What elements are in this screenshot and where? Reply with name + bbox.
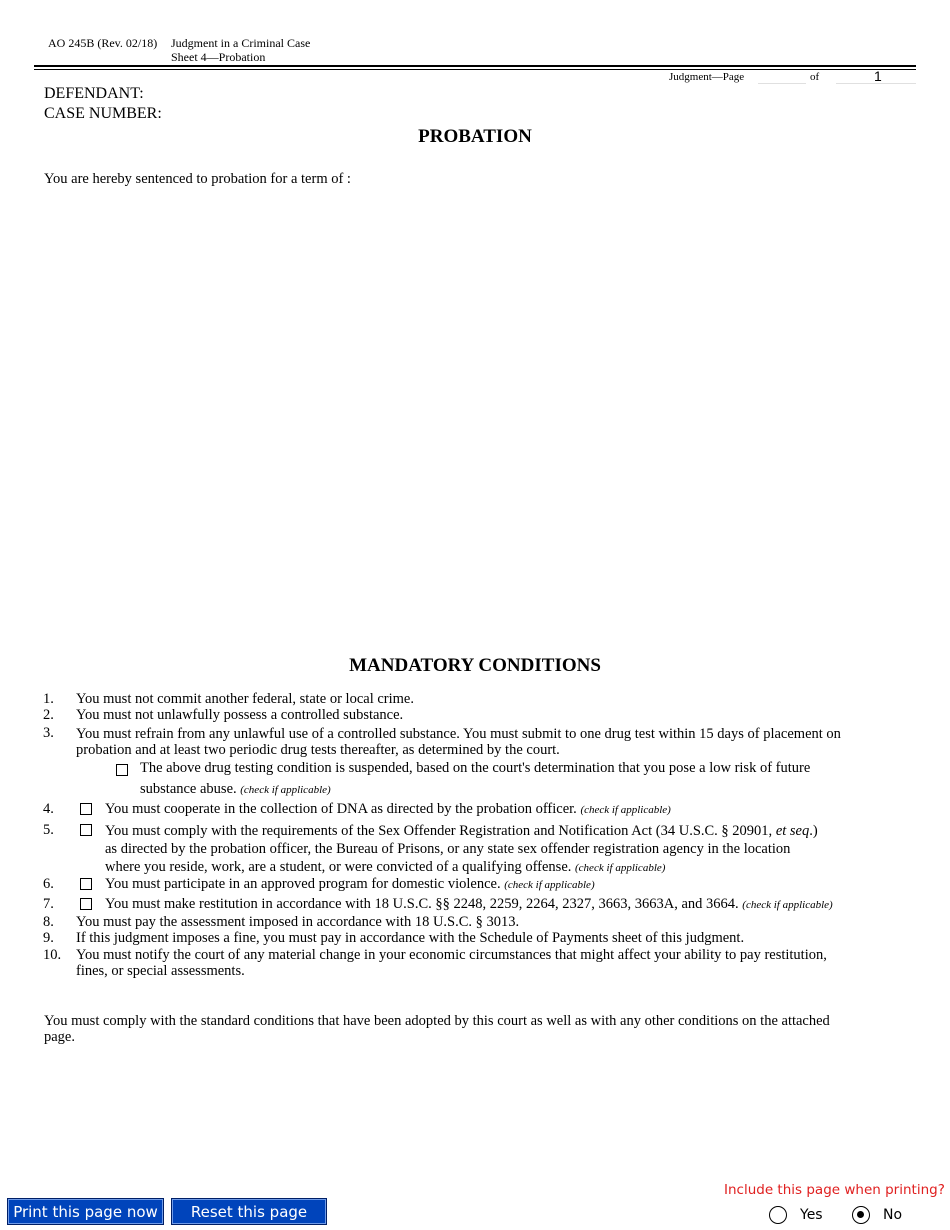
reset-page-button[interactable]: Reset this page (171, 1198, 327, 1225)
condition-number: 6. (43, 876, 54, 892)
condition-text: You must not commit another federal, state or local crime. (76, 691, 414, 707)
condition-text-line: substance abuse. (140, 781, 237, 797)
standard-conditions-text: page. (44, 1029, 75, 1045)
et-seq-tail: .) (809, 823, 818, 839)
condition-text: You must notify the court of any material change in your economic circumstances that might affect your ability to pay restitution, (76, 947, 827, 963)
condition-number: 9. (43, 930, 54, 946)
condition-number: 4. (43, 801, 54, 817)
condition-text-line: where you reside, work, are a student, or were convicted of a qualifying offense. (105, 859, 572, 875)
condition-number: 7. (43, 896, 54, 912)
check-note: (check if applicable) (504, 879, 595, 891)
condition-text (105, 801, 671, 819)
condition-text (105, 896, 833, 914)
condition-text: You must pay the assessment imposed in accordance with 18 U.S.C. § 3013. (76, 914, 520, 930)
check-note: (check if applicable) (580, 804, 671, 816)
domestic-violence-checkbox[interactable] (80, 878, 92, 890)
condition-number: 1. (43, 691, 54, 707)
condition-text-line: You must comply with the requirements of the Sex Offender Registration and Notification Act (34 U.S.C. § 20901, (105, 823, 773, 839)
condition-text: You must refrain from any unlawful use of a controlled substance. You must submit to one drug test within 15 days of placement on (76, 726, 841, 742)
mandatory-title: MANDATORY CONDITIONS (349, 655, 601, 676)
sex-offender-checkbox[interactable] (80, 824, 92, 836)
form-id: AO 245B (Rev. 02/18) (48, 36, 158, 50)
condition-text: fines, or special assessments. (76, 963, 245, 979)
include-yes-label: Yes (800, 1207, 823, 1223)
include-page-question: Include this page when printing? (724, 1182, 945, 1198)
condition-number: 5. (43, 822, 54, 838)
probation-term-text: You are hereby sentenced to probation for a term of : (44, 171, 351, 187)
condition-number: 2. (43, 707, 54, 723)
probation-term-field[interactable] (44, 195, 916, 635)
print-page-button[interactable]: Print this page now (7, 1198, 164, 1225)
condition-number: 10. (43, 947, 62, 963)
condition-text-line: You must make restitution in accordance with 18 U.S.C. §§ 2248, 2259, 2264, 2327, 3663, 3663A, and 3664. (105, 896, 739, 912)
condition-number: 8. (43, 914, 54, 930)
condition-text: You must not unlawfully possess a controlled substance. (76, 707, 404, 723)
condition-number: 3. (43, 725, 54, 741)
condition-text (105, 823, 818, 840)
judgment-page-label: Judgment—Page (669, 71, 745, 83)
page-total: 1 (874, 68, 882, 84)
check-note: (check if applicable) (742, 899, 833, 911)
et-seq: et seq (775, 823, 810, 839)
condition-text (140, 781, 331, 799)
form-title: Judgment in a Criminal Case (171, 36, 311, 50)
case-number-label: CASE NUMBER: (44, 105, 162, 122)
restitution-checkbox[interactable] (80, 898, 92, 910)
check-note: (check if applicable) (240, 784, 331, 796)
condition-text: If this judgment imposes a fine, you must pay in accordance with the Schedule of Payments sheet of this judgment. (76, 930, 745, 946)
include-no-radio[interactable] (852, 1206, 870, 1224)
condition-text: The above drug testing condition is suspended, based on the court's determination that you pose a low risk of future (140, 760, 811, 776)
condition-text (105, 859, 665, 877)
sheet-label: Sheet 4—Probation (171, 50, 266, 64)
check-note: (check if applicable) (575, 862, 666, 874)
condition-text-line: You must cooperate in the collection of DNA as directed by the probation officer. (105, 801, 577, 817)
condition-text: probation and at least two periodic drug tests thereafter, as determined by the court. (76, 742, 560, 758)
condition-text-line: You must participate in an approved program for domestic violence. (105, 876, 501, 892)
standard-conditions-text: You must comply with the standard conditions that have been adopted by this court as well as with any other conditions on the attached (44, 1013, 830, 1029)
dna-checkbox[interactable] (80, 803, 92, 815)
header-rule-thick (34, 65, 916, 67)
include-no-label: No (883, 1207, 903, 1223)
condition-text: as directed by the probation officer, the Bureau of Prisons, or any state sex offender registration agency in the location (105, 841, 791, 857)
condition-text (105, 876, 595, 894)
include-yes-radio[interactable] (769, 1206, 787, 1224)
judgment-page-field[interactable] (758, 70, 806, 84)
defendant-label: DEFENDANT: (44, 85, 144, 102)
of-label: of (810, 71, 820, 83)
probation-title: PROBATION (418, 126, 532, 147)
drug-test-suspended-checkbox[interactable] (116, 764, 128, 776)
